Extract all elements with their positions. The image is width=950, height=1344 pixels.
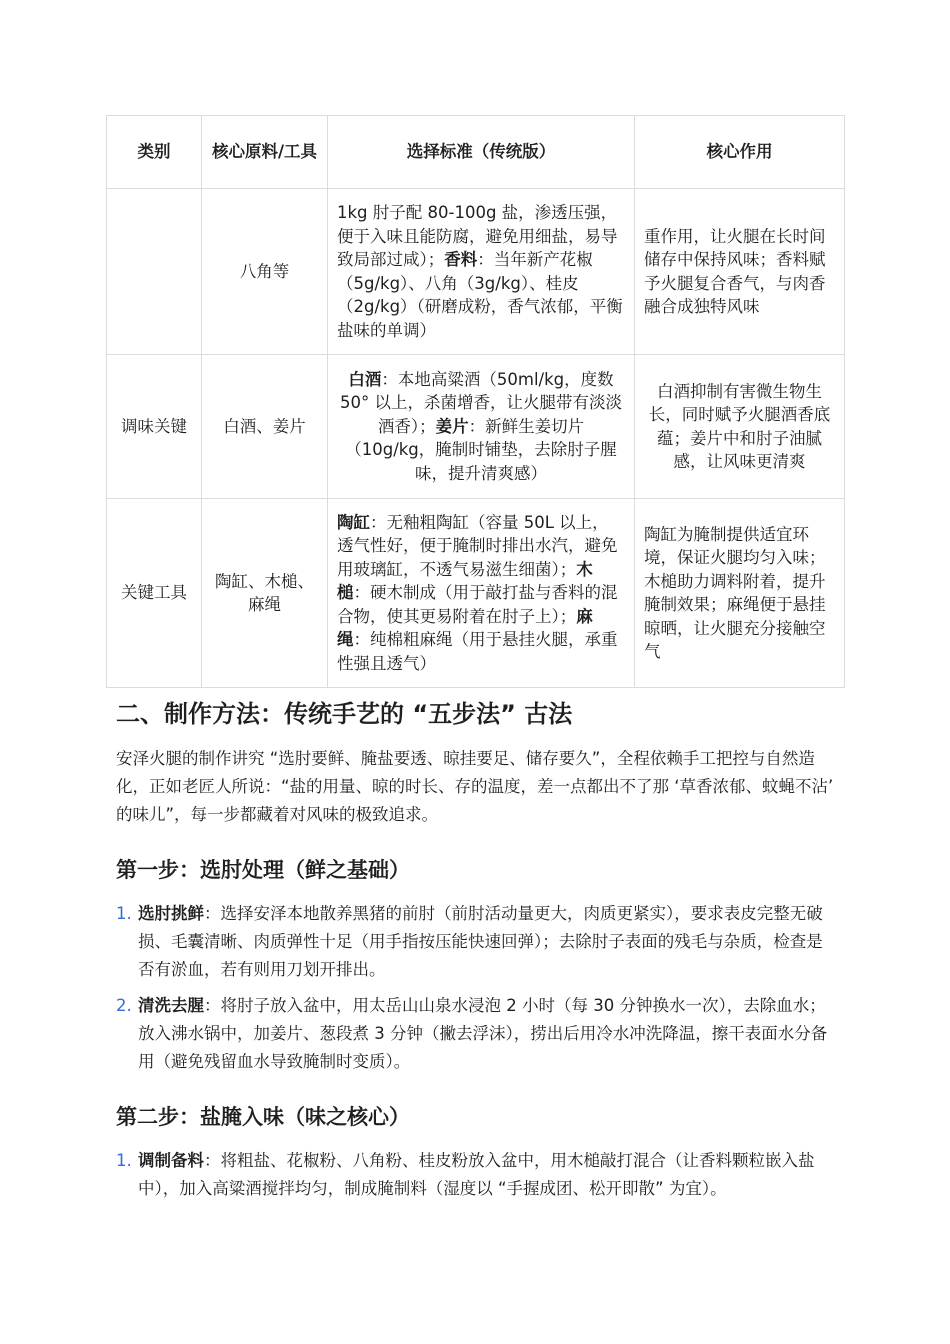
item-label: 选肘挑鲜 xyxy=(138,904,204,923)
cell-material: 陶缸、木槌、麻绳 xyxy=(202,499,328,688)
standard-text: ：硬木制成（用于敲打盐与香料的混合物，使其更易附着在肘子上）； xyxy=(337,583,618,626)
standard-text: ：本地高粱酒（50ml/kg，度数 50° 以上，杀菌增香，让火腿带有淡淡酒香）； xyxy=(340,369,622,436)
step-2-heading: 第二步：盐腌入味（味之核心） xyxy=(116,1105,410,1129)
cell-role: 陶缸为腌制提供适宜环境，保证火腿均匀入味；木槌助力调料附着，提升腌制效果；麻绳便于悬挂晾晒，让火腿充分接触空气 xyxy=(635,499,845,688)
standard-text: 1kg 肘子配 80-100g 盐，渗透压强，便于入味且能防腐，避免用细盐，易导致局部过咸）； xyxy=(337,203,618,269)
item-label: 清洗去腥 xyxy=(138,996,204,1015)
standard-term: 香料 xyxy=(444,250,478,269)
standard-text: ：无釉粗陶缸（容量 50L 以上，透气性好，便于腌制时排出水汽，避免用玻璃缸，不透气易滋生细菌）； xyxy=(337,512,618,579)
table-row xyxy=(107,499,845,688)
header-category: 类别 xyxy=(107,116,202,189)
header-standard: 选择标准（传统版） xyxy=(328,116,635,189)
cell-material: 八角等 xyxy=(202,189,328,355)
standard-term: 木槌 xyxy=(337,559,593,603)
standard-text: ：纯棉粗麻绳（用于悬挂火腿，承重性强且透气） xyxy=(337,630,618,673)
list-number: 1. xyxy=(116,1151,132,1170)
cell-material: 白酒、姜片 xyxy=(202,355,328,499)
list-number: 1. xyxy=(116,904,132,923)
cell-standard xyxy=(328,355,635,499)
section-2-heading: 二、制作方法：传统手艺的 “五步法” 古法 xyxy=(116,700,573,728)
header-material: 核心原料/工具 xyxy=(202,116,328,189)
item-text: ：将粗盐、花椒粉、八角粉、桂皮粉放入盆中，用木槌敲打混合（让香料颗粒嵌入盐中），加入高粱酒搅拌均匀，制成腌制料（湿度以 “手握成团、松开即散” 为宜）。 xyxy=(138,1151,815,1198)
cell-category: 调味关键 xyxy=(107,355,202,499)
list-item xyxy=(116,1147,838,1203)
standard-term: 白酒 xyxy=(348,369,382,389)
cell-category: 关键工具 xyxy=(107,499,202,688)
standard-term: 陶缸 xyxy=(337,512,370,532)
cell-category xyxy=(107,189,202,355)
table-header-row xyxy=(107,116,845,189)
cell-role: 重作用，让火腿在长时间储存中保持风味；香料赋予火腿复合香气，与肉香融合成独特风味 xyxy=(635,189,845,355)
list-number: 2. xyxy=(116,996,132,1015)
cell-standard xyxy=(328,189,635,355)
list-item xyxy=(116,992,838,1076)
item-text: ：选择安泽本地散养黑猪的前肘（前肘活动量更大，肉质更紧实），要求表皮完整无破损、毛囊清晰、肉质弹性十足（用手指按压能快速回弹）；去除肘子表面的残毛与杂质，检查是否有淤血，若有则用刀划开排出。 xyxy=(138,904,823,979)
item-text: ：将肘子放入盆中，用太岳山山泉水浸泡 2 小时（每 30 分钟换水一次），去除血水；放入沸水锅中，加姜片、葱段煮 3 分钟（撇去浮沫），捞出后用冷水冲洗降温，擦干表面水分备用（避免残留血水导致腌制时变质）。 xyxy=(138,996,828,1071)
table-row xyxy=(107,189,845,355)
standard-term: 麻绳 xyxy=(337,606,593,650)
cell-standard xyxy=(328,499,635,688)
step-1-heading: 第一步：选肘处理（鲜之基础） xyxy=(116,858,410,882)
standard-text: ：当年新产花椒（5g/kg）、八角（3g/kg）、桂皮（2g/kg）（研磨成粉，香气浓郁，平衡盐味的单调） xyxy=(337,250,623,340)
item-label: 调制备料 xyxy=(138,1151,204,1170)
table-row xyxy=(107,355,845,499)
section-2-intro: 安泽火腿的制作讲究 “选肘要鲜、腌盐要透、晾挂要足、储存要久”，全程依赖手工把控与自然造化，正如老匠人所说：“盐的用量、晾的时长、存的温度，差一点都出不了那 ‘草香浓郁、蚊蝇不沾’ 的味儿”，每一步都藏着对风味的极致追求。 xyxy=(116,749,834,824)
cell-role: 白酒抑制有害微生物生长，同时赋予火腿酒香底蕴；姜片中和肘子油腻感，让风味更清爽 xyxy=(635,355,845,499)
standard-text: ：新鲜生姜切片（10g/kg，腌制时铺垫，去除肘子腥味，提升清爽感） xyxy=(345,416,617,483)
list-item xyxy=(116,900,838,984)
ingredients-table xyxy=(106,115,845,688)
header-role: 核心作用 xyxy=(635,116,845,189)
standard-term: 姜片 xyxy=(435,416,469,436)
